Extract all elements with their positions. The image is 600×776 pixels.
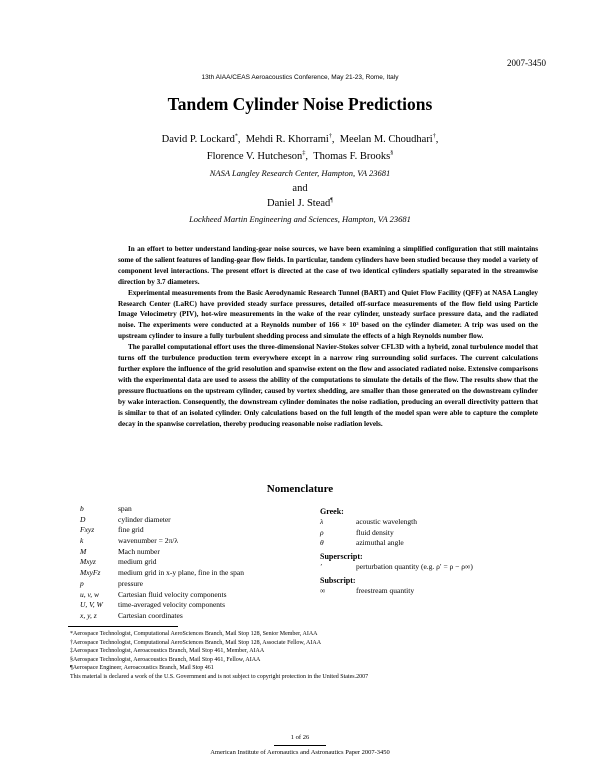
author-brooks: Thomas F. Brooks: [313, 151, 391, 162]
footer-divider: [274, 745, 326, 746]
symbol: b: [80, 504, 84, 513]
definition: acoustic wavelength: [356, 517, 418, 526]
symbol: M: [80, 546, 87, 556]
nomenclature-row: [320, 586, 560, 597]
affiliation-nasa: NASA Langley Research Center, Hampton, VA 23681: [209, 168, 391, 178]
nomenclature-row: [80, 536, 340, 547]
definition: azimuthal angle: [356, 538, 404, 548]
page-footer: American Institute of Aeronautics and Astronautics Paper 2007-3450: [210, 749, 390, 756]
nomenclature-row: [80, 557, 340, 568]
symbol: u, v, w: [80, 589, 100, 599]
definition: medium grid in x-y plane, fine in the span: [118, 568, 245, 578]
nomenclature-row: [80, 579, 340, 590]
symbol: ′: [320, 562, 322, 572]
nomenclature-row: [320, 538, 560, 549]
definition: span: [118, 504, 132, 513]
nomenclature-left-column: [80, 504, 340, 622]
author-mark: *: [234, 133, 238, 140]
page-number: 1 of 26: [290, 734, 310, 741]
author-lockard: David P. Lockard: [161, 134, 235, 145]
definition: perturbation quantity (e.g. ρ′ = ρ − ρ∞): [356, 562, 473, 572]
nomenclature-row: [80, 590, 340, 601]
definition: Cartesian fluid velocity components: [118, 589, 227, 599]
footnotes: [70, 630, 540, 681]
nomenclature-row: [320, 517, 560, 528]
definition: cylinder diameter: [118, 514, 171, 524]
definition: medium grid: [118, 557, 157, 567]
abstract: [118, 244, 538, 429]
abstract-paragraph: In an effort to better understand landing-gear noise sources, we have been examining a simplified configuration that still maintains some of the salient features of landing-gear flow fields. In particular, tandem cylinders have been studied because they model a variety of component level interactions. The present effort is directed at the case of two identical cylinders spatially separated in the streamwise direction by 3.7 diameters.: [118, 245, 538, 286]
footnote: ‡Aerospace Technologist, Aeroacoustics Branch, Mail Stop 461, Member, AIAA: [70, 648, 265, 654]
nomenclature-row: [80, 568, 340, 579]
author-choudhari: Meelan M. Choudhari: [339, 134, 433, 145]
symbol: Fxyz: [80, 525, 95, 535]
author-khorrami: Mehdi R. Khorrami: [245, 134, 329, 145]
authors-line-1: David P. Lockard*, Mehdi R. Khorrami†, Meelan M. Choudhari†,: [161, 133, 439, 145]
symbol: x, y, z: [80, 610, 97, 620]
author-mark: ¶: [330, 197, 333, 204]
footnote-divider: [68, 626, 178, 627]
symbol: U, V, W: [80, 600, 103, 610]
paper-title: Tandem Cylinder Noise Predictions: [167, 94, 433, 114]
symbol: θ: [320, 538, 324, 548]
abstract-paragraph: The parallel computational effort uses the three-dimensional Navier-Stokes solver CFL3D with a hybrid, zonal turbulence model that turns off the turbulence production term everywhere except in a narrow ring surrounding solid surfaces. The current calculations further explore the influence of the grid resolution and spanwise extent on the flow and associated radiated noise. Extensive comparisons with the experimental data are used to assess the ability of the computations to simulate the details of the flow. The results show that the pressure fluctuations on the upstream cylinder, caused by vortex shedding, are smaller than those generated on the downstream cylinder by wake interaction. Consequently, the downstream cylinder dominates the noise radiation, producing an overall directivity pattern that is similar to that of an isolated cylinder. Only calculations based on the full length of the model span were able to capture the complete decay in the spanwise correlation, thereby producing reasonable noise radiation levels.: [118, 343, 538, 428]
author-mark: §: [390, 150, 394, 157]
author-stead-line: [0, 198, 600, 209]
nomenclature-row: [80, 515, 340, 526]
definition: Cartesian coordinates: [118, 610, 183, 620]
superscript-heading: Superscript:: [320, 552, 363, 562]
symbol: Mxyz: [80, 557, 96, 567]
footnote: §Aerospace Technologist, Aeroacoustics Branch, Mail Stop 461, Fellow, AIAA: [70, 656, 261, 663]
copyright-note: This material is declared a work of the U.S. Government and is not subject to copyright protection in the United States.2007: [70, 673, 369, 680]
paper-number: 2007-3450: [507, 58, 546, 68]
definition: Mach number: [118, 546, 160, 556]
nomenclature-row: [80, 611, 340, 622]
footnote: †Aerospace Technologist, Computational AeroSciences Branch, Mail Stop 128, Associate Fellow, AIAA: [70, 639, 322, 646]
symbol: ρ: [320, 527, 324, 537]
and-text: and: [292, 183, 308, 194]
footnote: *Aerospace Technologist, Computational AeroSciences Branch, Mail Stop 128, Senior Member, AIAA: [70, 631, 318, 637]
author-stead: Daniel J. Stead: [267, 198, 331, 209]
author-mark: ‡: [302, 150, 306, 157]
nomenclature-row: [80, 547, 340, 558]
definition: freestream quantity: [356, 585, 415, 595]
definition: wavenumber = 2π/λ: [118, 536, 178, 546]
author-mark: †: [432, 133, 436, 140]
nomenclature-row: [320, 528, 560, 539]
symbol: MxyFz: [80, 568, 101, 578]
nomenclature-row: [80, 600, 340, 611]
symbol: λ: [320, 517, 324, 526]
definition: pressure: [118, 578, 143, 588]
symbol: D: [80, 514, 86, 524]
definition: time-averaged velocity components: [118, 600, 226, 610]
abstract-paragraph: Experimental measurements from the Basic Aerodynamic Research Tunnel (BART) and Quiet Flow Facility (QFF) at NASA Langley Research Center (LaRC) have provided steady surface pressures, detailed off-surface measurements of the flow field using Particle Image Velocimetry (PIV), hot-wire measurements in the wake of the rear cylinder, unsteady surface pressure data, and the radiated noise. The experiments were conducted at a Reynolds number of 166 × 10³ based on the cylinder diameter. A trip was used on the upstream cylinder to insure a fully turbulent shedding process and simulate the effects of a high Reynolds number flow.: [118, 288, 538, 341]
nomenclature-row: [80, 504, 340, 515]
greek-heading: Greek:: [320, 507, 344, 516]
symbol: ∞: [320, 585, 326, 595]
symbol: p: [80, 578, 84, 588]
nomenclature-row: [80, 525, 340, 536]
authors-line-2: Florence V. Hutcheson‡, Thomas F. Brooks§: [206, 150, 394, 162]
footnote: ¶Aerospace Engineer, Aeroacoustics Branch, Mail Stop 461: [70, 665, 214, 671]
affiliation-lockheed: Lockheed Martin Engineering and Sciences, Hampton, VA 23681: [189, 214, 411, 224]
nomenclature-heading: Nomenclature: [266, 483, 334, 495]
author-mark: †: [328, 133, 332, 140]
definition: fluid density: [356, 527, 394, 537]
conference-header: 13th AIAA/CEAS Aeroacoustics Conference, May 21-23, Rome, Italy: [201, 74, 399, 81]
symbol: k: [80, 536, 84, 546]
definition: fine grid: [118, 525, 144, 535]
nomenclature-row: [320, 562, 560, 573]
nomenclature-right-column: [320, 504, 560, 596]
author-hutcheson: Florence V. Hutcheson: [206, 151, 303, 162]
subscript-heading: Subscript:: [320, 575, 356, 585]
